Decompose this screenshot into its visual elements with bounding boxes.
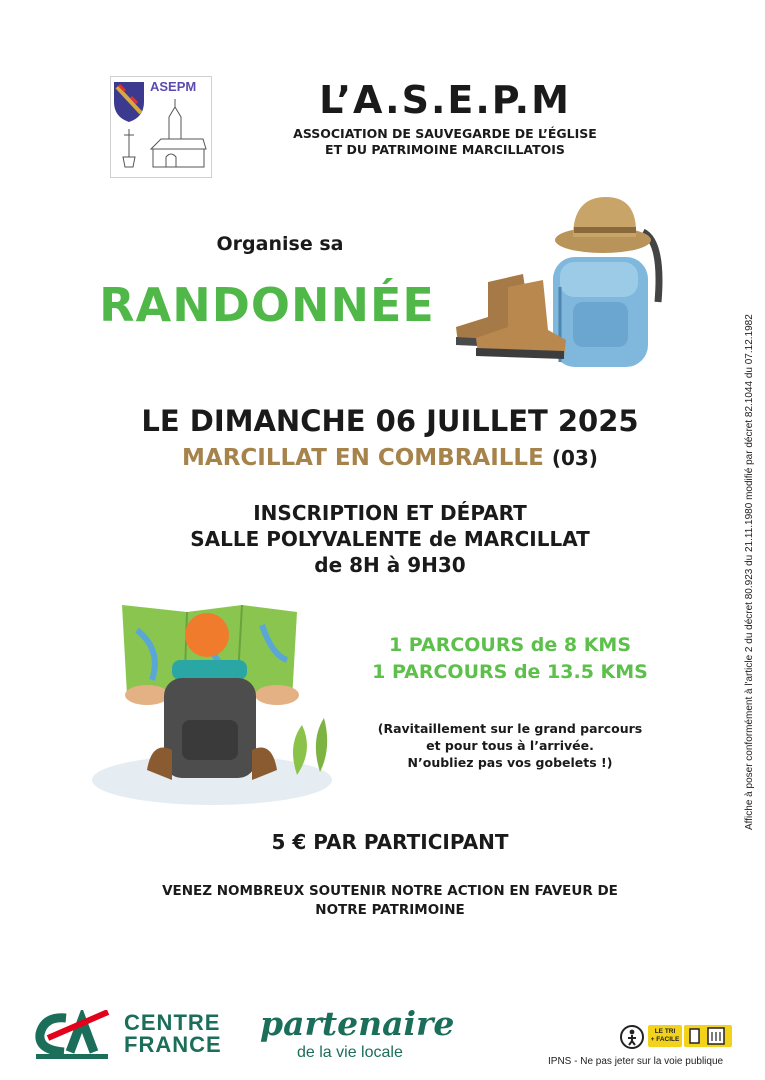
- call-to-action: [80, 882, 700, 920]
- note-line2: et pour tous à l’arrivée.: [426, 738, 594, 753]
- refreshment-note: [330, 720, 690, 771]
- hiker-map-illustration: [92, 600, 332, 810]
- tri-badge-line2: + FACILE: [650, 1036, 680, 1043]
- note-line3: N’oubliez pas vos gobelets !): [407, 755, 613, 770]
- association-subtitle-line1: ASSOCIATION DE SAUVEGARDE DE L’ÉGLISE: [293, 126, 597, 141]
- registration-line1: INSCRIPTION ET DÉPART: [253, 501, 527, 525]
- event-town: MARCILLAT EN COMBRAILLE: [182, 445, 544, 471]
- ipns-notice: IPNS - Ne pas jeter sur la voie publique: [548, 1056, 724, 1067]
- legal-notice: Affiche à poser conformément à l'article 2 du décret 80.923 du 21.11.1980 modifié par décret 82.1044 du 07.12.1982: [744, 314, 755, 830]
- tri-badge-line1: LE TRI: [654, 1028, 676, 1035]
- recycling-bins-icon: [684, 1025, 732, 1047]
- sponsor-line1: CENTRE: [124, 1010, 221, 1035]
- association-subtitle: [260, 126, 630, 158]
- event-department: (03): [551, 446, 598, 470]
- hiking-gear-illustration: [448, 192, 668, 372]
- event-name: RANDONNÉE: [99, 278, 435, 332]
- intro-text: Organise sa: [216, 233, 344, 255]
- event-location: [60, 445, 720, 471]
- sponsor-name: [124, 1012, 222, 1056]
- cta-line2: NOTRE PATRIMOINE: [315, 902, 465, 918]
- association-subtitle-line2: ET DU PATRIMOINE MARCILLATOIS: [325, 142, 565, 157]
- hat-icon: [555, 197, 651, 253]
- sponsor-line2: FRANCE: [124, 1032, 222, 1057]
- registration-line3: de 8H à 9H30: [314, 553, 466, 577]
- participation-price: 5 € PAR PARTICIPANT: [271, 830, 509, 854]
- route-short: 1 PARCOURS de 8 KMS: [388, 634, 632, 656]
- route-long: 1 PARCOURS de 13.5 KMS: [372, 661, 648, 683]
- registration-info: [60, 500, 720, 578]
- tri-facile-badge: [648, 1025, 682, 1047]
- registration-line2: SALLE POLYVALENTE de MARCILLAT: [190, 527, 590, 551]
- routes-list: [330, 632, 690, 686]
- cta-line1: VENEZ NOMBREUX SOUTENIR NOTRE ACTION EN FAVEUR DE: [162, 883, 618, 899]
- partner-subtitle: de la vie locale: [297, 1044, 403, 1061]
- partner-script: partenaire: [260, 1004, 455, 1043]
- event-date: LE DIMANCHE 06 JUILLET 2025: [141, 404, 639, 438]
- logo-label: ASEPM: [150, 79, 197, 94]
- boots-icon: [456, 274, 566, 359]
- credit-agricole-logo-icon: [34, 1010, 110, 1060]
- association-title: L’A.S.E.P.M: [319, 78, 571, 122]
- note-line1: (Ravitaillement sur le grand parcours: [377, 721, 643, 736]
- recycle-person-icon: [620, 1025, 644, 1049]
